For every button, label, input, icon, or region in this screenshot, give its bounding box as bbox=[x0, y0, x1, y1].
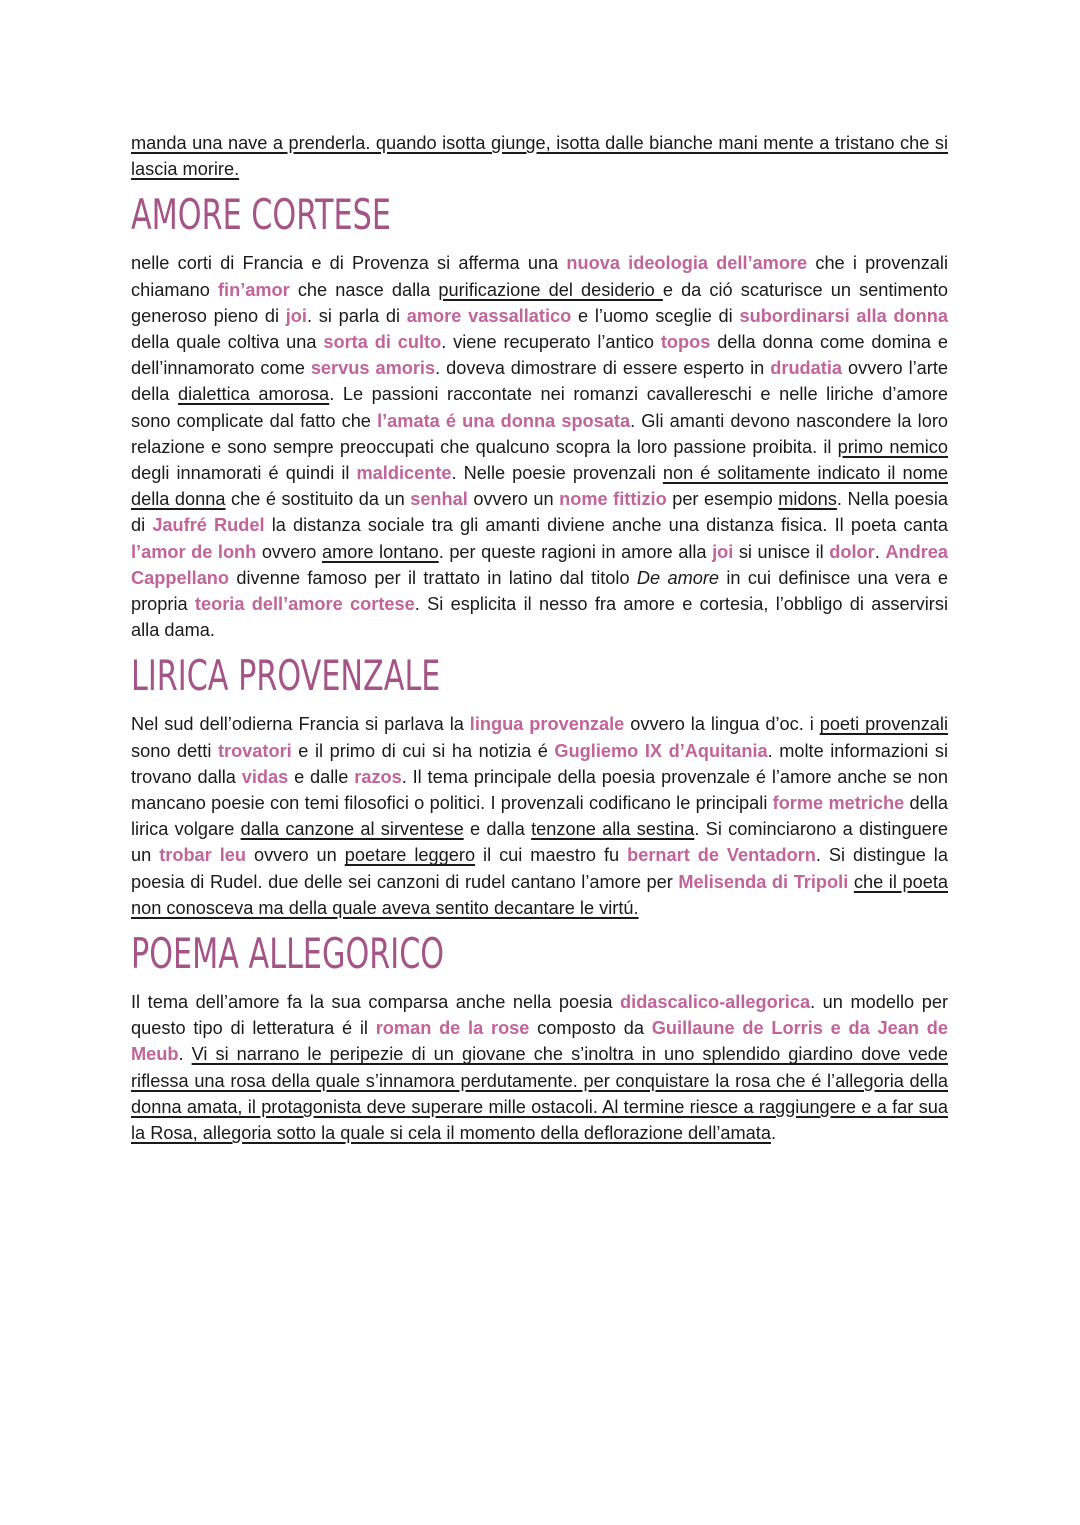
section-title-amore-cortese: AMORE CORTESE bbox=[131, 190, 391, 240]
highlighted-term: topos bbox=[660, 332, 711, 353]
underlined-text: poetare leggero bbox=[344, 845, 476, 866]
highlighted-term: Andrea Cappellano bbox=[131, 541, 949, 588]
text-run: della donna come domina e dell’innamorato come bbox=[131, 332, 948, 379]
section-title-poema-allegorico: POEMA ALLEGORICO bbox=[131, 929, 445, 979]
highlighted-term: amore vassallatico bbox=[406, 305, 572, 326]
text-run: . per queste ragioni in amore alla bbox=[438, 541, 713, 562]
underlined-text: non é solitamente indicato il nome della donna bbox=[131, 463, 948, 510]
text-run: . si parla di bbox=[306, 305, 407, 326]
text-run: nelle corti di Francia e di Provenza si afferma una bbox=[131, 253, 567, 274]
highlighted-term: vidas bbox=[241, 766, 289, 787]
underlined-text: tenzone alla sestina bbox=[531, 819, 695, 840]
highlighted-term: forme metriche bbox=[772, 793, 905, 814]
text-run: per esempio bbox=[666, 489, 779, 510]
text-run: . molte informazioni si trovano dalla bbox=[131, 740, 948, 787]
highlighted-term: joi bbox=[285, 305, 307, 326]
highlighted-term: Gugliemo IX d’Aquitania bbox=[554, 740, 768, 761]
text-run: ovvero un bbox=[246, 845, 345, 866]
text-run: . doveva dimostrare di essere esperto in bbox=[435, 358, 771, 379]
underlined-text: primo nemico bbox=[837, 436, 948, 457]
highlighted-term: razos bbox=[354, 766, 402, 787]
highlighted-term: servus amoris bbox=[310, 358, 436, 379]
text-run: e dalle bbox=[288, 766, 355, 787]
text-run: che nasce dalla bbox=[289, 279, 439, 300]
text-run: e il primo di cui si ha notizia é bbox=[291, 740, 555, 761]
underlined-text: Vi si narrano le peripezie di un giovane che s’inoltra in uno splendido giardino dove vede riflessa una rosa della quale s’innamora perdutamente. per conquistare la rosa che é l’allegoria della donna amata, il protagonista deve superare mille ostacoli. Al termine riesce a raggiungere e a far sua la Rosa, allegoria sotto la quale si cela il momento della deflorazione dell’amata bbox=[131, 1044, 948, 1144]
text-run: . bbox=[770, 1123, 777, 1144]
text-run: . bbox=[874, 541, 886, 562]
section-title-lirica-provenzale: LIRICA PROVENZALE bbox=[131, 651, 441, 701]
text-run: . Gli amanti devono nascondere la loro relazione e sono sempre preoccupati che qualcuno scopra la loro passione proibita. il bbox=[131, 410, 949, 457]
text-run: ovvero bbox=[256, 541, 322, 562]
highlighted-term: l’amor de lonh bbox=[131, 541, 257, 562]
text-run: Il tema dell’amore fa la sua comparsa anche nella poesia bbox=[131, 992, 621, 1013]
text-run: . Si cominciarono a distinguere un bbox=[131, 819, 948, 866]
highlighted-term: teoria dell’amore cortese bbox=[194, 594, 415, 615]
text-run: della lirica volgare bbox=[131, 793, 948, 840]
highlighted-term: trovatori bbox=[217, 740, 292, 761]
highlighted-term: l’amata é una donna sposata bbox=[377, 410, 631, 431]
text-run: . bbox=[178, 1044, 192, 1065]
highlighted-term: trobar leu bbox=[159, 845, 246, 866]
text-run: sono detti bbox=[131, 740, 218, 761]
highlighted-term: didascalico-allegorica bbox=[620, 992, 811, 1013]
text-run: e l’uomo sceglie di bbox=[571, 305, 740, 326]
highlighted-term: nuova ideologia dell’amore bbox=[566, 253, 808, 274]
underlined-text: midons bbox=[778, 489, 837, 510]
text-run: e dalla bbox=[463, 819, 532, 840]
underlined-text: dalla canzone al sirventese bbox=[240, 819, 464, 840]
highlighted-term: roman de la rose bbox=[375, 1018, 530, 1039]
highlighted-term: sorta di culto bbox=[323, 332, 442, 353]
text-run: la distanza sociale tra gli amanti diviene anche una distanza fisica. Il poeta canta bbox=[264, 515, 948, 536]
underlined-text: purificazione del desiderio bbox=[438, 279, 663, 300]
section-paragraph-amore-cortese bbox=[131, 250, 948, 643]
text-run: il cui maestro fu bbox=[475, 845, 628, 866]
highlighted-term: Jaufré Rudel bbox=[152, 515, 265, 536]
text-run: degli innamorati é quindi il bbox=[131, 463, 357, 484]
text-run: . Il tema principale della poesia provenzale é l’amore anche se non mancano poesie con temi filosofici o politici. I provenzali codificano le principali bbox=[131, 766, 949, 814]
text-run: . Nelle poesie provenzali bbox=[451, 463, 663, 484]
highlighted-term: Guillaune de Lorris e da Jean de Meub bbox=[131, 1018, 948, 1065]
highlighted-term: Melisenda di Tripoli bbox=[678, 871, 849, 892]
highlighted-term: fin’amor bbox=[217, 279, 290, 300]
highlighted-term: drudatia bbox=[770, 358, 842, 379]
highlighted-term: maldicente bbox=[356, 463, 452, 484]
highlighted-term: dolor bbox=[829, 541, 875, 562]
highlighted-term: nome fittizio bbox=[559, 489, 667, 510]
highlighted-term: bernart de Ventadorn bbox=[627, 845, 816, 866]
section-paragraph-lirica-provenzale bbox=[131, 711, 948, 921]
text-run: Nel sud dell’odierna Francia si parlava la bbox=[131, 714, 470, 735]
text-run: ovvero l’arte della bbox=[131, 358, 948, 405]
text-run: . Nella poesia di bbox=[131, 489, 948, 536]
text-run: . Si esplicita il nesso fra amore e cortesia, l’obbligo di asservirsi alla dama. bbox=[131, 594, 948, 641]
text-run: . Si distingue la poesia di Rudel. due delle sei canzoni di rudel cantano l’amore per bbox=[131, 845, 948, 892]
text-run: in cui definisce una vera e propria bbox=[131, 567, 948, 615]
highlighted-term: subordinarsi alla donna bbox=[739, 305, 949, 326]
underlined-text: dialettica amorosa bbox=[178, 384, 330, 405]
text-run: della quale coltiva una bbox=[131, 332, 324, 353]
highlighted-term: lingua provenzale bbox=[469, 714, 625, 735]
document-page bbox=[131, 130, 948, 1146]
text-run: . Le passioni raccontate nei romanzi cavallereschi e nelle liriche d’amore sono complicate dal fatto che bbox=[131, 384, 948, 431]
underlined-text: che il poeta non conosceva ma della quale aveva sentito decantare le virtú. bbox=[131, 871, 948, 918]
text-run: che i provenzali chiamano bbox=[131, 253, 948, 300]
text-run: e da ció scaturisce un sentimento generoso pieno di bbox=[131, 279, 948, 326]
text-run: composto da bbox=[529, 1018, 652, 1039]
text-run: che é sostituito da un bbox=[225, 489, 411, 510]
italic-title: De amore bbox=[636, 567, 720, 588]
underlined-text: manda una nave a prenderla. quando isotta giunge, isotta dalle bianche mani mente a tristano che si lascia morire. bbox=[131, 133, 948, 180]
text-run: divenne famoso per il trattato in latino dal titolo bbox=[229, 567, 637, 588]
highlighted-term: senhal bbox=[410, 489, 468, 510]
section-paragraph-poema-allegorico bbox=[131, 989, 948, 1146]
text-run: si unisce il bbox=[733, 541, 830, 562]
underlined-text: amore lontano bbox=[321, 541, 439, 562]
intro-paragraph bbox=[131, 130, 948, 182]
text-run: . un modello per questo tipo di letteratura é il bbox=[131, 992, 948, 1039]
text-run: . viene recuperato l’antico bbox=[441, 332, 661, 353]
highlighted-term: joi bbox=[712, 541, 734, 562]
underlined-text: poeti provenzali bbox=[819, 714, 948, 735]
text-run: ovvero la lingua d’oc. i bbox=[624, 714, 820, 735]
text-run: ovvero un bbox=[467, 489, 560, 510]
